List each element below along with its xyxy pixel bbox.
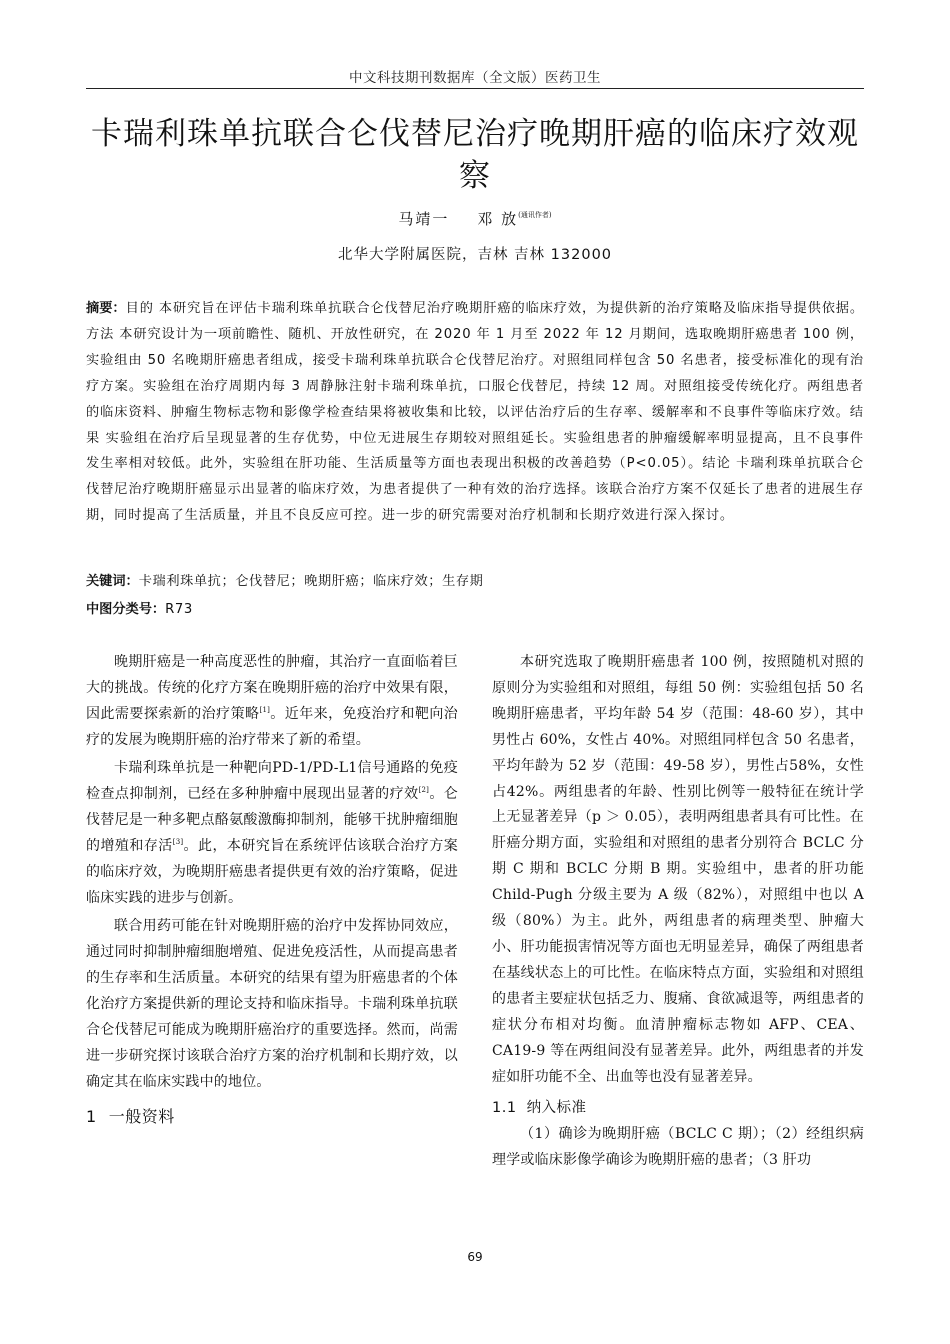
page-number: 69 (467, 1250, 483, 1264)
section-title: 一般资料 (108, 1107, 175, 1127)
citation-ref[interactable]: [3] (172, 837, 184, 846)
classification-number (86, 598, 864, 617)
author-name: 邓 放 (477, 210, 519, 228)
keywords-text: 卡瑞利珠单抗；仑伐替尼；晚期肝癌；临床疗效；生存期 (138, 574, 484, 589)
paper-title: 卡瑞利珠单抗联合仑伐替尼治疗晚期肝癌的临床疗效观察 (91, 116, 859, 194)
paragraph-text: 。仑伐替尼是一种多靶点酪氨酸激酶抑制剂，能够干扰肿瘤细胞的增殖和存活 (86, 786, 458, 854)
classification-value: R73 (165, 602, 193, 617)
section-heading (86, 1103, 458, 1131)
paragraph-text: 晚期肝癌是一种高度恶性的肿瘤，其治疗一直面临着巨大的挑战。传统的化疗方案在晚期肝癌的治疗中效果有限，因此需要探索新的治疗策略 (86, 654, 458, 722)
citation-ref[interactable]: [2] (418, 786, 430, 795)
affiliation: 北华大学附属医院，吉林 吉林 132000 (337, 247, 613, 263)
author-name: 马靖一 (398, 210, 450, 228)
section-number: 1 (86, 1107, 97, 1127)
running-head: 中文科技期刊数据库（全文版）医药卫生 (349, 70, 601, 86)
abstract-text: 目的 本研究旨在评估卡瑞利珠单抗联合仑伐替尼治疗晚期肝癌的临床疗效，为提供新的治疗策略及临床指导提供依据。方法 本研究设计为一项前瞻性、随机、开放性研究，在 2020 年 1 月至 2022 年 12 月期间，选取晚期肝癌患者 100 例，实验组由 50 名晚期肝癌患者组成，接受卡瑞利珠单抗联合仑伐替尼治疗。对照组同样包含 50 名患者，接受标准化的现有治疗方案。实验组在治疗周期内每 3 周静脉注射卡瑞利珠单抗，口服仑伐替尼，持续 12 周。对照组接受传统化疗。两组患者的临床资料、肿瘤生物标志物和影像学检查结果将被收集和比较，以评估治疗后的生存率、缓解率和不良事件等临床疗效。结果 实验组在治疗后呈现显著的生存优势，中位无进展生存期较对照组延长。实验组患者的肿瘤缓解率明显提高，且不良事件发生率相对较低。此外，实验组在肝功能、生活质量等方面也表现出积极的改善趋势（P<0.05）。结论 卡瑞利珠单抗联合仑伐替尼治疗晚期肝癌显示出显著的临床疗效，为患者提供了一种有效的治疗选择。该联合治疗方案不仅延长了患者的进展生存期，同时提高了生活质量，并且不良反应可控。进一步的研究需要对治疗机制和长期疗效进行深入探讨。 (86, 301, 864, 524)
abstract (86, 296, 864, 529)
keywords-label: 关键词： (86, 574, 139, 589)
subsection-heading (492, 1094, 864, 1122)
paragraph: 联合用药可能在针对晚期肝癌的治疗中发挥协同效应，通过同时抑制肿瘤细胞增殖、促进免疫活性，从而提高患者的生存率和生活质量。本研究的结果有望为肝癌患者的个体化治疗方案提供新的理论支持和临床指导。卡瑞利珠单抗联合仑伐替尼可能成为晚期肝癌治疗的重要选择。然而，尚需进一步研究探讨该联合治疗方案的治疗机制和长期疗效，以确定其在临床实践中的地位。 (86, 918, 458, 1090)
paragraph (86, 650, 458, 754)
paragraph-text: 卡瑞利珠单抗是一种靶向PD-1/PD-L1信号通路的免疫检查点抑制剂，已经在多种肿瘤中展现出显著的疗效 (86, 760, 458, 803)
corresponding-author-note: (通讯作者) (518, 211, 552, 219)
paragraph: （1）确诊为晚期肝癌（BCLC C 期）；（2）经组织病理学或临床影像学确诊为晚期肝癌的患者；（3 肝功 (492, 1126, 864, 1169)
right-column (492, 650, 864, 1177)
keywords (86, 570, 864, 589)
header-rule (86, 88, 864, 89)
paragraph-text: 。近年来，免疫治疗和靶向治疗的发展为晚期肝癌的治疗带来了新的希望。 (86, 705, 458, 748)
paragraph-text: 。此，本研究旨在系统评估该联合治疗方案的临床疗效，为晚期肝癌患者提供更有效的治疗策略，促进临床实践的进步与创新。 (86, 837, 458, 906)
paragraph (86, 756, 458, 911)
paragraph: 本研究选取了晚期肝癌患者 100 例，按照随机对照的原则分为实验组和对照组，每组 50 例：实验组包括 50 名晚期肝癌患者，平均年龄 54 岁（范围：48-60 岁），其中男性占 60%，女性占 40%。对照组同样包含 50 名患者，平均年龄为 52 岁（范围：49-58 岁），男性占58%，女性占42%。两组患者的年龄、性别比例等一般特征在统计学上无显著差异（p ＞ 0.05），表明两组患者具有可比性。在肝癌分期方面，实验组和对照组的患者分别符合 BCLC 分期 C 期和 BCLC 分期 B 期。实验组中，患者的肝功能 Child-Pugh 分级主要为 A 级（82%），对照组中也以 A 级（80%）为主。此外，两组患者的病理类型、肿瘤大小、肝功能损害情况等方面也无明显差异，确保了两组患者在基线状态上的可比性。在临床特点方面，实验组和对照组的患者主要症状包括乏力、腹痛、食欲减退等，两组患者的症状分布相对均衡。血清肿瘤标志物如 AFP、CEA、CA19-9 等在两组间没有显著差异。此外，两组患者的并发症如肝功能不全、出血等也没有显著差异。 (492, 654, 864, 1085)
abstract-label: 摘要： (86, 301, 126, 316)
subsection-title: 纳入标准 (526, 1100, 587, 1117)
citation-ref[interactable]: [1] (259, 705, 271, 714)
left-column (86, 650, 458, 1131)
classification-label: 中图分类号： (86, 602, 166, 617)
subsection-number: 1.1 (492, 1100, 517, 1117)
author-line (0, 208, 950, 229)
